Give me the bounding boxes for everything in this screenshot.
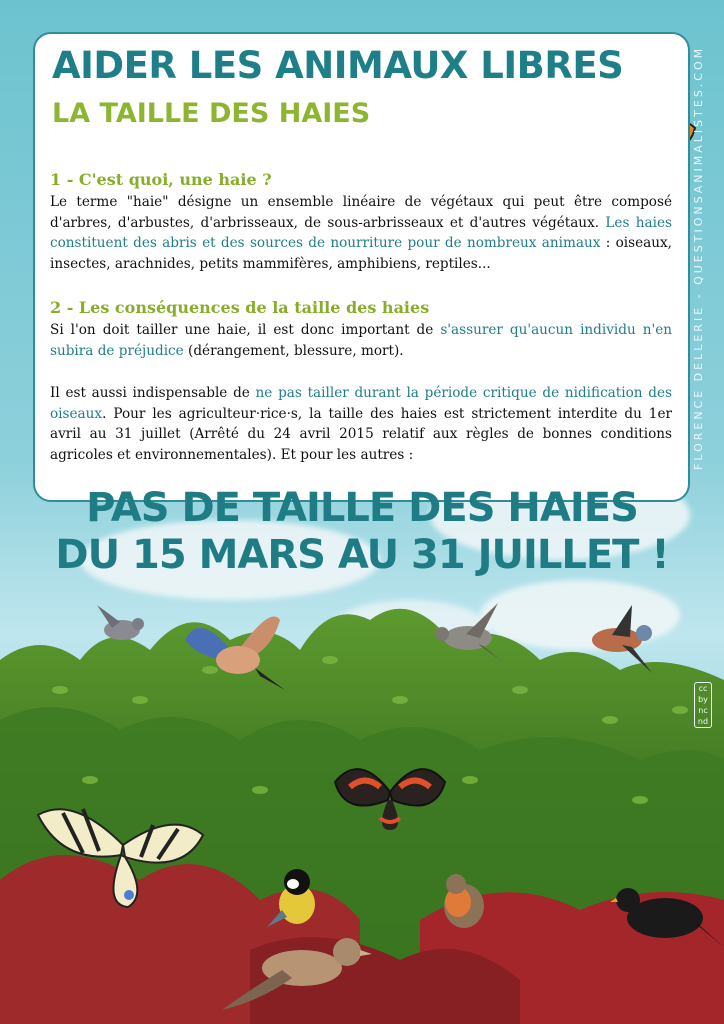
robin-icon [434, 868, 494, 938]
finch-icon [222, 930, 372, 1015]
sparrow-icon [428, 598, 508, 668]
pigeon-icon [92, 600, 152, 650]
page-subtitle: LA TAILLE DES HAIES [52, 98, 371, 129]
chaffinch-icon [572, 605, 662, 675]
slogan-line-1: PAS DE TAILLE DES HAIES [86, 485, 638, 531]
section-2-text-a: Si l'on doit tailler une haie, il est donc important de [50, 322, 441, 338]
paragraph-3-text-a: Il est aussi indispensable de [50, 385, 256, 401]
paragraph-3-highlight: ne pas tailler durant la période critique de nidification des oiseaux [50, 385, 672, 422]
side-credit: FLORENCE DELLERIE - QUESTIONSANIMALISTES.COM [692, 45, 705, 470]
section-1-text-b: : oiseaux, insectes, arachnides, petits mammifères, amphibiens, reptiles... [50, 235, 673, 272]
jay-icon [180, 600, 290, 700]
license-badge: cc by nc nd [694, 682, 712, 728]
slogan-line-2: DU 15 MARS AU 31 JUILLET ! [55, 532, 669, 578]
section-2-text-b: (dérangement, blessure, mort). [183, 342, 404, 359]
section-1-heading: 1 - C'est quoi, une haie ? [50, 170, 272, 189]
red-admiral-butterfly-icon [330, 752, 450, 832]
blackbird-icon [610, 878, 724, 963]
paragraph-3-text [50, 383, 672, 465]
paragraph-3-text-b: . Pour les agriculteur·rice·s, la taille des haies est strictement interdite du 1er avril au 31 juillet (Arrêté du 24 avril 2015 relatif aux règles de bonnes conditions agricoles et environnementales). Et pour les autres : [50, 405, 672, 463]
section-2-heading: 2 - Les conséquences de la taille des haies [50, 298, 430, 317]
section-1-text-a: Le terme "haie" désigne un ensemble linéaire de végétaux qui peut être composé d'arbres, d'arbustes, d'arbrisseaux, de sous-arbrisseaux et d'autres végétaux. [50, 194, 672, 231]
great-tit-icon [262, 862, 332, 932]
section-2-text [50, 320, 672, 361]
swallowtail-butterfly-icon [33, 795, 208, 910]
page-title: AIDER LES ANIMAUX LIBRES [52, 44, 624, 87]
section-1-text [50, 192, 672, 274]
section-1-highlight: Les haies constituent des abris et des sources de nourriture pour de nombreux animaux [50, 214, 672, 251]
section-2-highlight: s'assurer qu'aucun individu n'en subira de préjudice [50, 322, 672, 359]
